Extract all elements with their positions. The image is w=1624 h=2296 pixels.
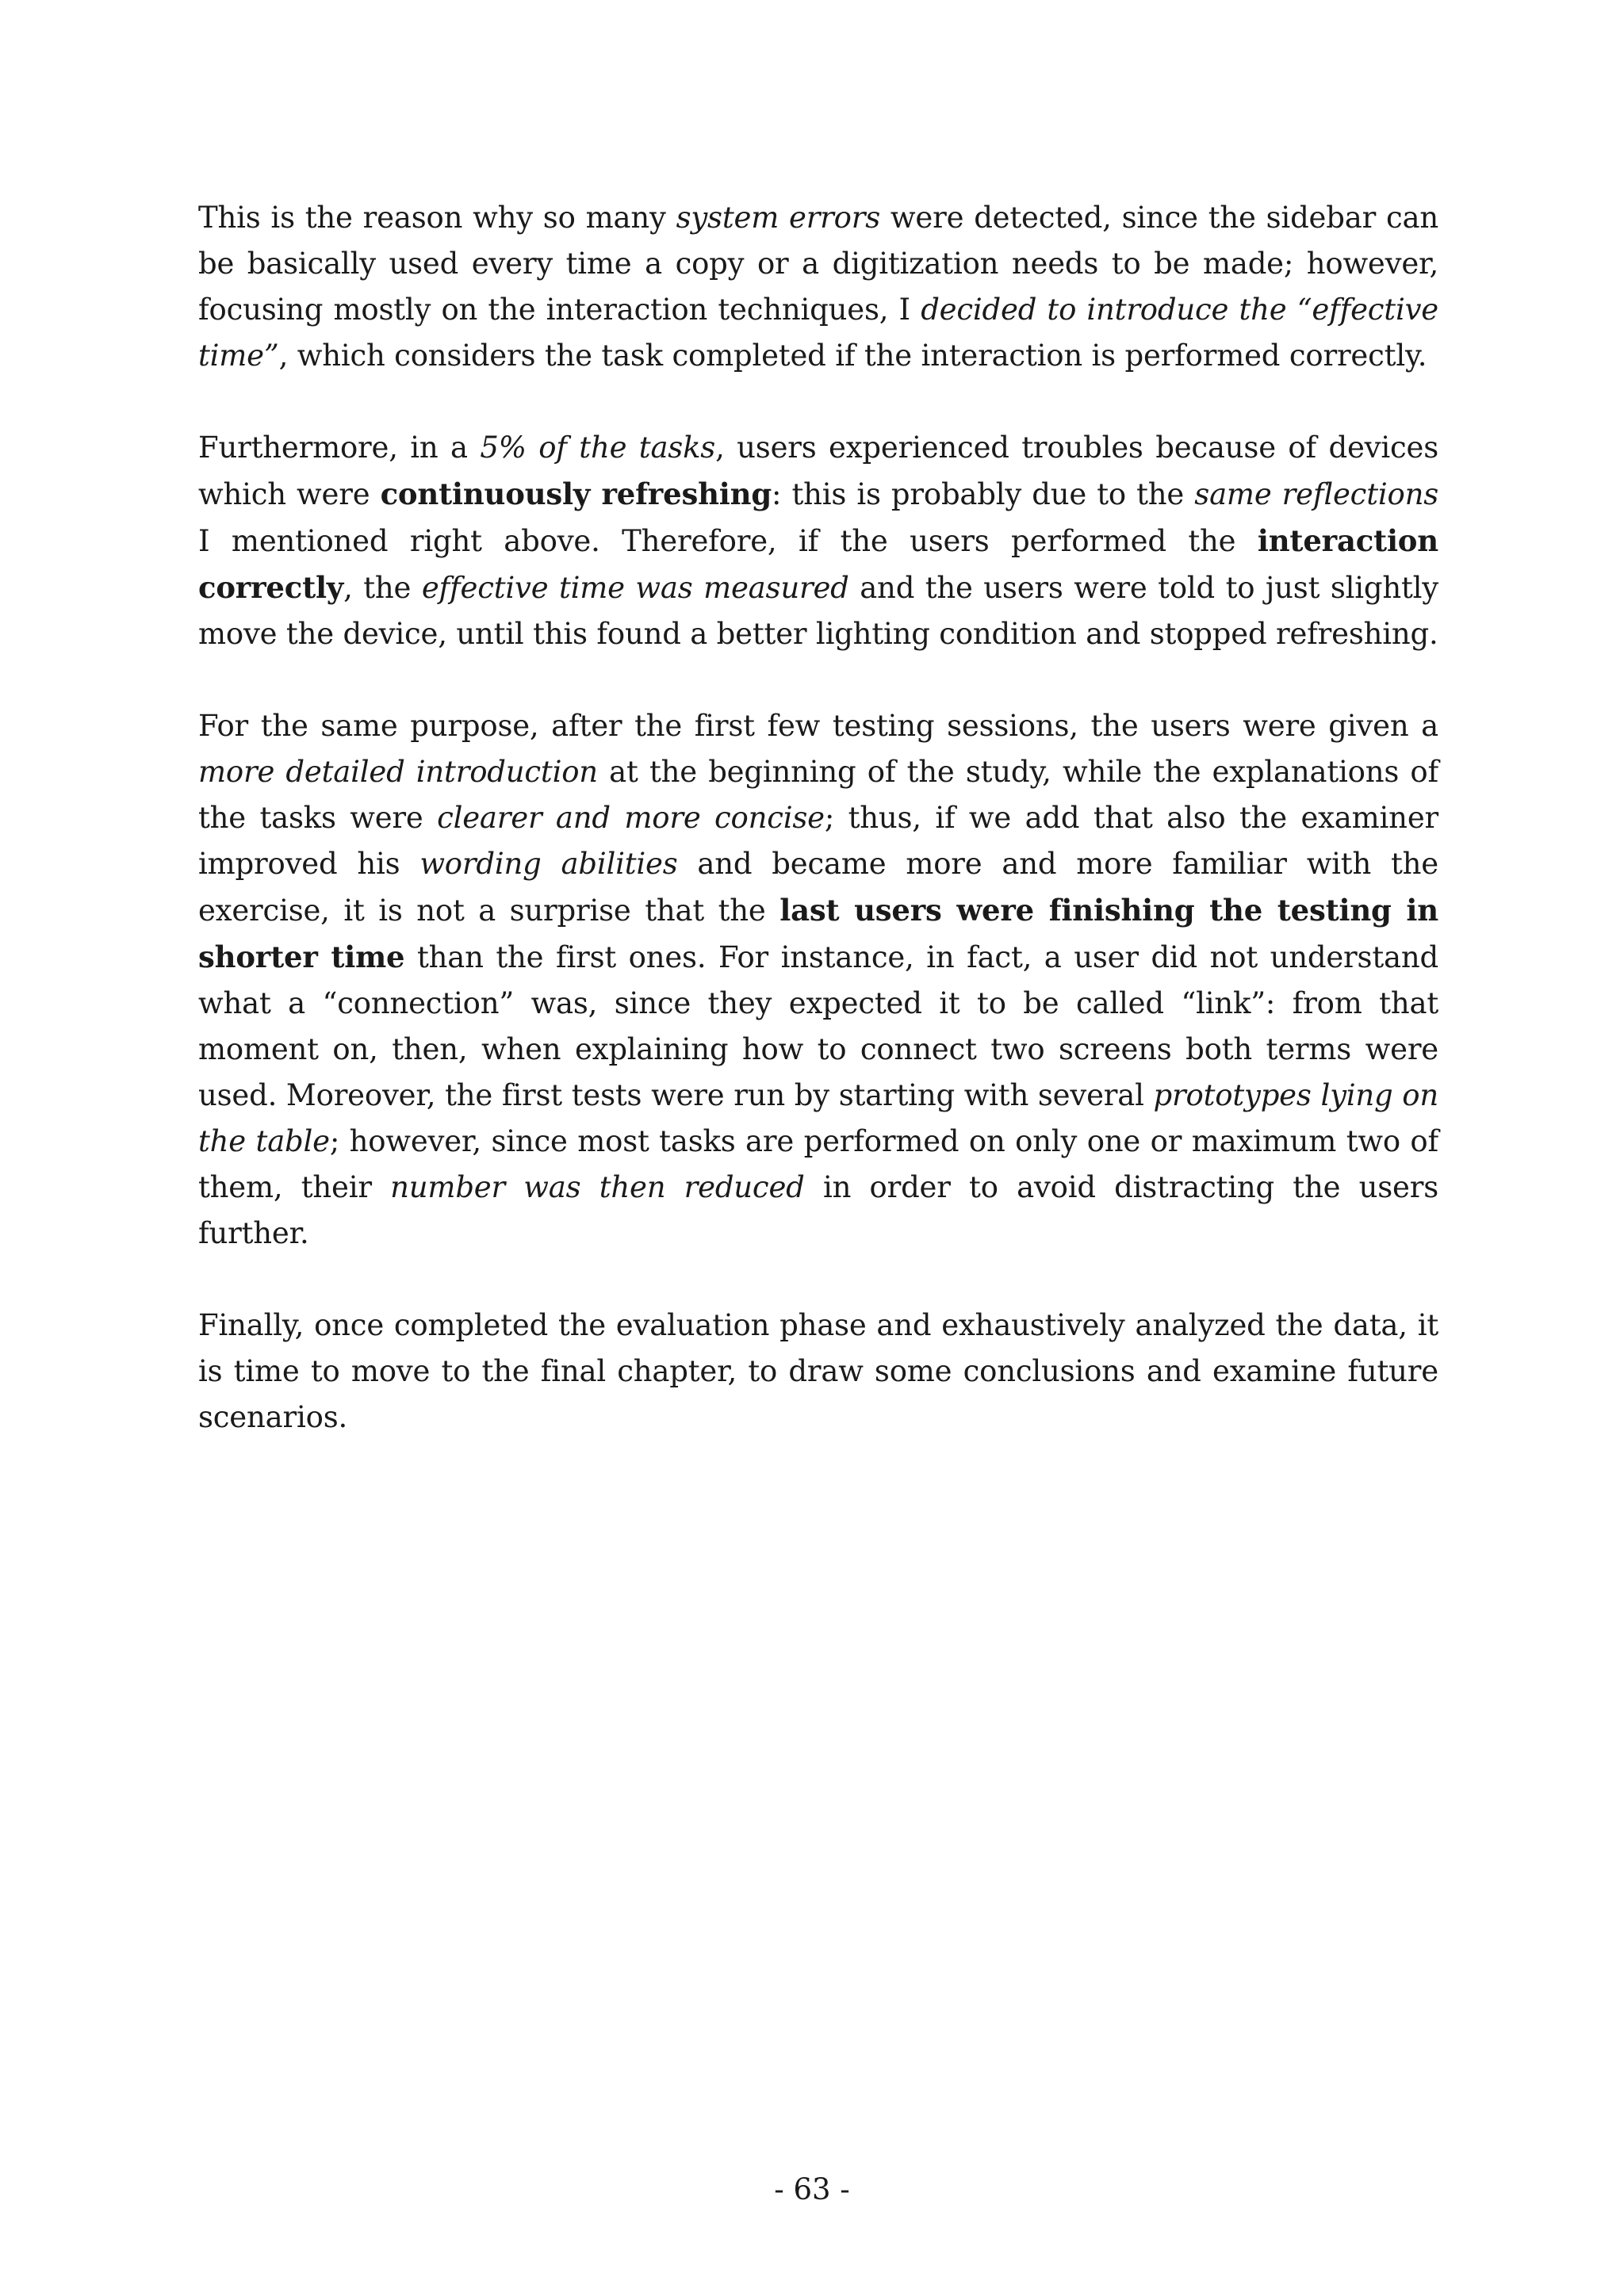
text-run: , users experienced troubles because of devices which were: [198, 430, 1438, 511]
text-run: were detected, since the sidebar can be basically used every time a copy or a digitization needs to be made; however, focusing mostly on the interaction techniques, I: [198, 201, 1438, 327]
text-run: : this is probably due to the: [772, 477, 1195, 511]
text-run: For the same purpose, after the first few testing sessions, the users were given a: [198, 709, 1438, 743]
text-run: This is the reason why so many: [198, 201, 676, 235]
text-run: at the beginning of the study, while the explanations of the tasks were: [198, 755, 1438, 835]
paragraph-3: [198, 703, 1438, 1257]
text-run: in order to avoid distracting the users further.: [198, 1170, 1438, 1250]
italic-emphasis: clearer and more concise: [437, 801, 825, 835]
body-text: [198, 195, 1438, 1487]
paragraph-4: [198, 1303, 1438, 1441]
text-run: and became more and more familiar with the exercise, it is not a surprise that the: [198, 847, 1438, 928]
text-run: , which considers the task completed if the interaction is performed correctly.: [278, 339, 1427, 373]
italic-emphasis: system errors: [676, 201, 881, 235]
italic-emphasis: effective time was measured: [421, 571, 849, 605]
bold-emphasis: continuously refreshing: [380, 476, 772, 511]
italic-emphasis: more detailed introduction: [198, 755, 598, 789]
page-number: - 63 -: [774, 2172, 850, 2206]
text-run: I mentioned right above. Therefore, if the users performed the: [198, 524, 1258, 558]
bold-emphasis: interaction correctly: [198, 523, 1438, 605]
text-run: ; however, since most tasks are performed on only one or maximum two of them, their: [198, 1124, 1438, 1204]
italic-emphasis: number was then reduced: [390, 1170, 805, 1204]
italic-emphasis: decided to introduce the “effective time”: [198, 293, 1438, 373]
italic-emphasis: 5% of the tasks: [480, 430, 716, 465]
text-run: , the: [343, 571, 422, 605]
bold-emphasis: last users were finishing the testing in shorter time: [198, 893, 1438, 974]
italic-emphasis: same reflections: [1194, 477, 1438, 511]
text-run: Finally, once completed the evaluation phase and exhaustively analyzed the data, it is time to move to the final chapter, to draw some conclusions and examine future scenarios.: [198, 1308, 1438, 1434]
paragraph-2: [198, 425, 1438, 657]
paragraph-1: [198, 195, 1438, 379]
text-run: than the first ones. For instance, in fact, a user did not understand what a “connection” was, since they expected it to be called “link”: from that moment on, then, when explaining how to connect two screens both terms were used. Moreover, the first tests were run by starting with several: [198, 940, 1438, 1112]
text-run: Furthermore, in a: [198, 430, 481, 465]
italic-emphasis: prototypes lying on the table: [198, 1078, 1439, 1158]
italic-emphasis: wording abilities: [419, 847, 678, 881]
text-run: ; thus, if we add that also the examiner improved his: [198, 801, 1438, 881]
text-run: and the users were told to just slightly move the device, until this found a better lighting condition and stopped refreshing.: [198, 571, 1438, 651]
